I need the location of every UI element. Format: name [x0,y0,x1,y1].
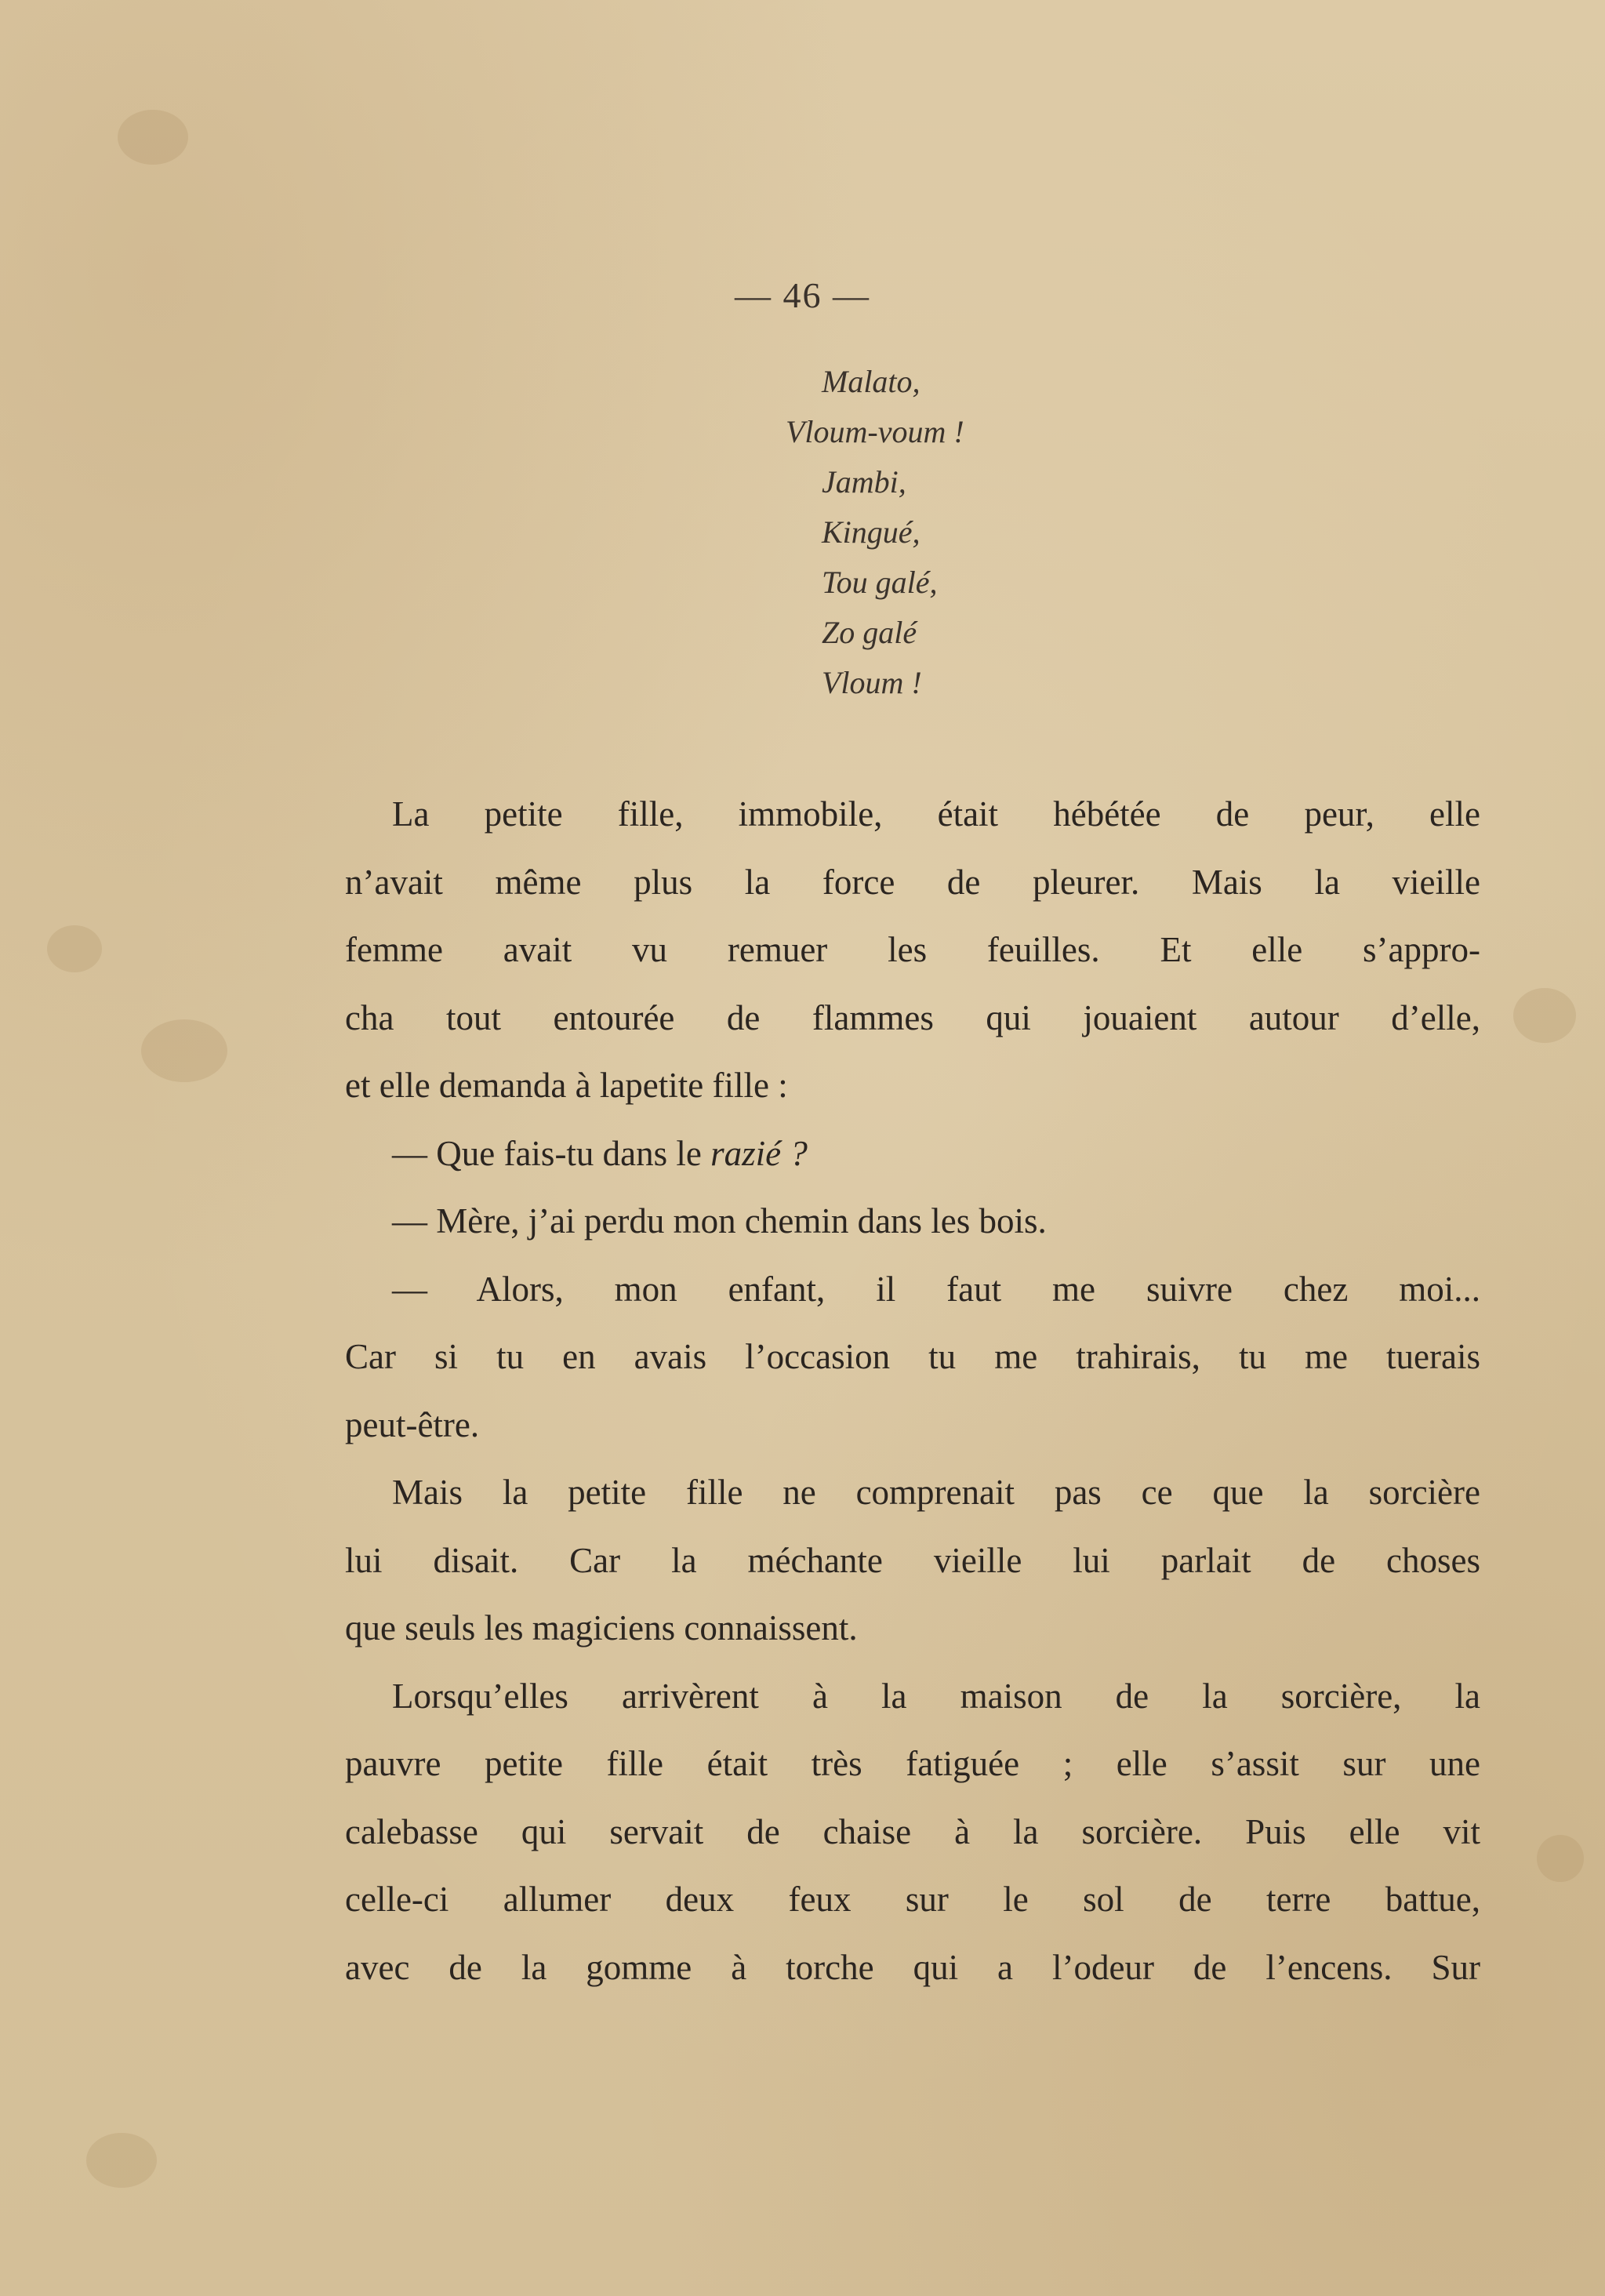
prose-line: Mais la petite fille ne comprenait pas ce que la sorcière [392,1473,1480,1512]
prose-line: n’avait même plus la force de pleurer. Mais la vieille [345,862,1480,902]
prose-line: pauvre petite fille était très fatiguée ; elle s’assit sur une [345,1744,1480,1783]
verse-line: Kingué, [822,514,921,550]
prose-line: avec de la gomme à torche qui a l’odeur de l’encens. Sur [345,1947,1480,1987]
prose-line: celle-ci allumer deux feux sur le sol de terre battue, [345,1880,1480,1919]
verse-line: Tou galé, [822,565,938,600]
prose-line: lui disait. Car la méchante vieille lui parlait de choses [345,1540,1480,1580]
verse-line: Jambi, [822,464,906,500]
page-number: — 46 — [735,275,870,315]
prose-line: Lorsqu’elles arrivèrent à la maison de la sorcière, la [392,1676,1480,1716]
verse-block [786,357,964,708]
italic-word: razié ? [710,1133,808,1173]
dialogue-line: — Mère, j’ai perdu mon chemin dans les bois. [392,1201,1047,1241]
prose-line: cha tout entourée de flammes qui jouaient autour d’elle, [345,997,1480,1037]
dialogue-line [345,1120,1480,1188]
verse-line: Malato, [822,364,921,399]
prose-line: Car si tu en avais l’occasion tu me trahirais, tu me tuerais [345,1337,1480,1376]
dialogue-text: — Que fais-tu dans le [392,1133,711,1173]
prose-line: femme avait vu remuer les feuilles. Et elle s’appro- [345,930,1480,969]
prose-line: et elle demanda à lapetite fille : [345,1066,788,1105]
prose-line: calebasse qui servait de chaise à la sorcière. Puis elle vit [345,1811,1480,1851]
verse-line: Vloum-voum ! [786,414,964,449]
verse-line: Zo galé [822,615,917,650]
verse-line: Vloum ! [822,665,922,700]
prose-line: La petite fille, immobile, était hébétée de peur, elle [392,794,1480,834]
prose-line: que seuls les magiciens connaissent. [345,1608,858,1648]
prose-text [345,780,1480,2001]
dialogue-line: — Alors, mon enfant, il faut me suivre chez moi... [392,1269,1480,1309]
prose-line: peut-être. [345,1404,480,1444]
